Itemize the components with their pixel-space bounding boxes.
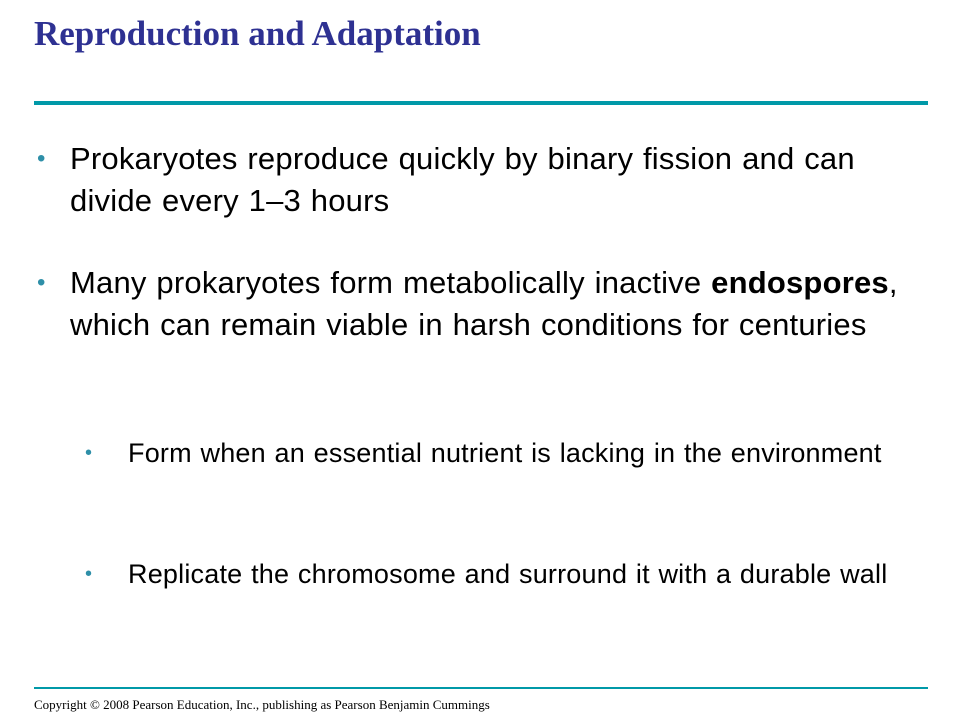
copyright-footer: Copyright © 2008 Pearson Education, Inc., publishing as Pearson Benjamin Cummings: [34, 697, 490, 712]
bullet-text: Replicate the chromosome and surround it with a durable wall: [128, 559, 888, 589]
bullet-icon: •: [37, 269, 46, 296]
title-divider: [34, 101, 928, 105]
bullet-icon: •: [85, 442, 93, 464]
bullet-text: Form when an essential nutrient is lacking in the environment: [128, 438, 882, 468]
bullet-icon: •: [37, 145, 46, 172]
bullet-icon: •: [85, 563, 93, 585]
bullet-text: Many prokaryotes form metabolically inactive endospores, which can remain viable in harsh conditions for centuries: [70, 265, 898, 342]
footer-divider: [34, 687, 928, 689]
bullet-text: Prokaryotes reproduce quickly by binary fission and can divide every 1–3 hours: [70, 141, 855, 218]
term-endospores: endospores: [711, 265, 889, 300]
slide-title: Reproduction and Adaptation: [34, 14, 481, 53]
